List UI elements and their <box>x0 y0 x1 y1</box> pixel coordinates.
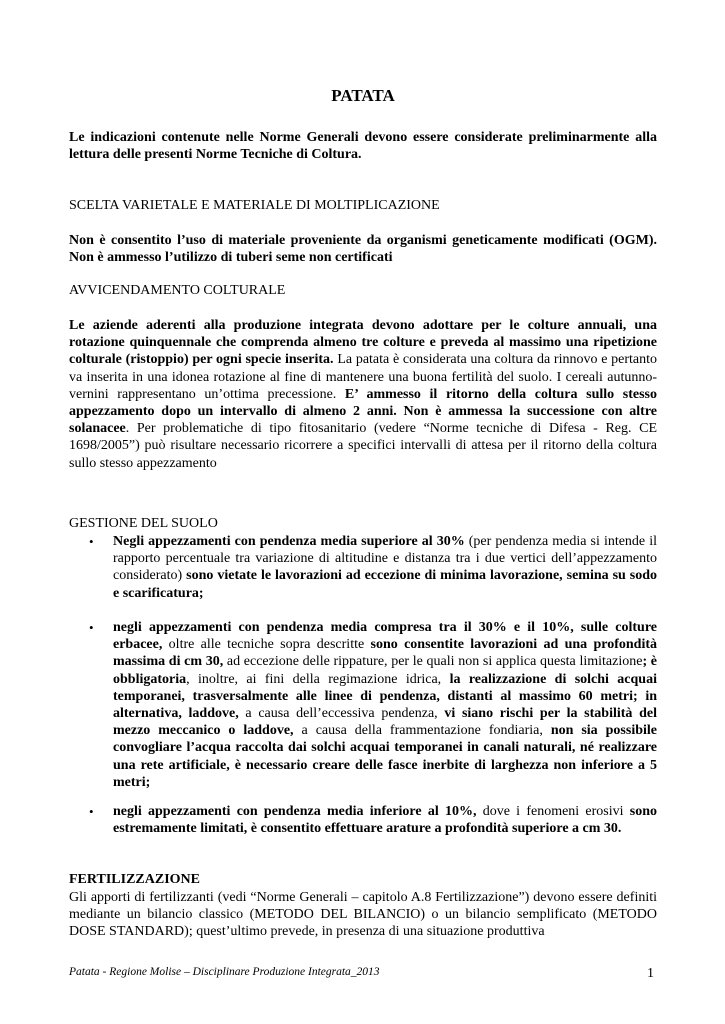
heading-scelta-varietale: SCELTA VARIETALE E MATERIALE DI MOLTIPLICAZIONE <box>69 198 440 213</box>
slope-10-30-text-4: a causa dell’eccessiva pendenza, <box>238 706 445 722</box>
heading-fertilizzazione: FERTILIZZAZIONE <box>69 872 200 887</box>
slope-definition: (per pendenza media si intende il rapporto percentuale tra variazione di altitudine e distanza tra i due vertici dell’appezzamento considerato) <box>113 534 657 584</box>
slope-10-30-rule-2: ; è obbligatoria <box>113 654 657 687</box>
slope-under-10-rule: sono estremamente limitati, è consentito effettuare arature a profondità superiore a cm 30. <box>113 804 658 837</box>
slope-10-30-title: negli appezzamenti con pendenza media compresa tra il 30% e il 10%, sulle colture erbacee, <box>113 620 657 653</box>
return-rule-end: . <box>125 421 130 437</box>
slope-over-30-rule: sono vietate le lavorazioni ad eccezione di minima lavorazione, semina su sodo e scarificatura; <box>113 568 657 601</box>
list-item-slope-10-30 <box>89 619 657 791</box>
slope-10-30-rule-4: vi siano rischi per la stabilità del mezzo meccanico o laddove, <box>113 706 657 739</box>
slope-10-30-rule-1: sono consentite lavorazioni ad una profondità massima di cm 30, <box>113 637 657 670</box>
avvicendamento-paragraph <box>69 317 657 472</box>
slope-over-30-title: Negli appezzamenti con pendenza media superiore al 30% <box>113 534 465 549</box>
bullet-icon: • <box>89 534 94 549</box>
slope-10-30-text-1: oltre alle tecniche sopra descritte <box>162 637 371 653</box>
slope-10-30-text-2: ad eccezione delle rippature, per le quali non si applica questa limitazione <box>223 654 643 670</box>
slope-10-30-rule-3: la realizzazione di solchi acquai temporanei, trasversalmente alle linee di pendenza, distanti al massimo 60 metri; in alternativa, laddove, <box>113 671 657 722</box>
bullet-icon: • <box>89 804 94 819</box>
fertilizzazione-text: Gli apporti di fertilizzanti (vedi “Norme Generali – capitolo A.8 Fertilizzazione”) devono essere definiti mediante un bilancio classico (METODO DEL BILANCIO) o un bilancio semplificato (METODO DOSE STANDARD); quest’ultimo prevede, in presenza di una situazione produttiva <box>69 890 657 940</box>
return-rule: E’ ammesso il ritorno della coltura sullo stesso appezzamento dopo un intervallo di almeno 2 anni. Non è ammessa la successione con altre solanacee <box>69 386 657 437</box>
slope-10-30-text-3: , inoltre, ai fini della regimazione idrica, <box>186 671 450 687</box>
page-footer: Patata - Regione Molise – Disciplinare Produzione Integrata_2013 <box>69 966 380 978</box>
ogm-paragraph <box>69 232 657 266</box>
fertilizzazione-paragraph <box>69 889 657 941</box>
ogm-text: Non è consentito l’uso di materiale proveniente da organismi geneticamente modificati (OGM). Non è ammesso l’utilizzo di tuberi seme non certificati <box>69 233 657 266</box>
page-title: PATATA <box>331 86 395 105</box>
rotation-text: La patata è considerata una coltura da rinnovo e pertanto va inserita in una idonea rotazione al fine di mantenere una buona fertilità del suolo. I cereali autunno-vernini rappresentano un’ottima precessione. <box>69 352 658 402</box>
heading-gestione-suolo: GESTIONE DEL SUOLO <box>69 516 218 531</box>
rotation-rule: Le aziende aderenti alla produzione integrata devono adottare per le colture annuali, una rotazione quinquennale che comprenda almeno tre colture e preveda al massimo una ripetizione colturale (ristoppio) per ogni specie inserita. <box>69 318 657 368</box>
intro-paragraph <box>69 129 657 163</box>
slope-under-10-text: dove i fenomeni erosivi <box>476 804 630 819</box>
list-item-slope-over-30 <box>89 533 657 602</box>
phytosanitary-text: Per problematiche di tipo fitosanitario (vedere “Norme tecniche di Difesa - Reg. CE 1698/2005”) può risultare necessario ricorrere a specifici intervalli di attesa per il ritorno della coltura sullo stesso appezzamento <box>69 421 658 471</box>
intro-text: Le indicazioni contenute nelle Norme Generali devono essere considerate preliminarmente alla lettura delle presenti Norme Tecniche di Coltura. <box>69 130 657 163</box>
heading-avvicendamento: AVVICENDAMENTO COLTURALE <box>69 283 286 298</box>
bullet-icon: • <box>89 620 94 635</box>
slope-under-10-title: negli appezzamenti con pendenza media inferiore al 10%, <box>113 804 477 819</box>
slope-10-30-text-5: a causa della frammentazione fondiaria, <box>293 723 551 739</box>
page-number: 1 <box>647 966 654 981</box>
slope-10-30-rule-5: non sia possibile convogliare l’acqua raccolta dai solchi acquai temporanei in canali naturali, né realizzare una rete artificiale, è necessario creare delle fasce inerbite di larghezza non inferiore a 5 metri; <box>113 723 657 790</box>
list-item-slope-under-10 <box>89 803 658 837</box>
